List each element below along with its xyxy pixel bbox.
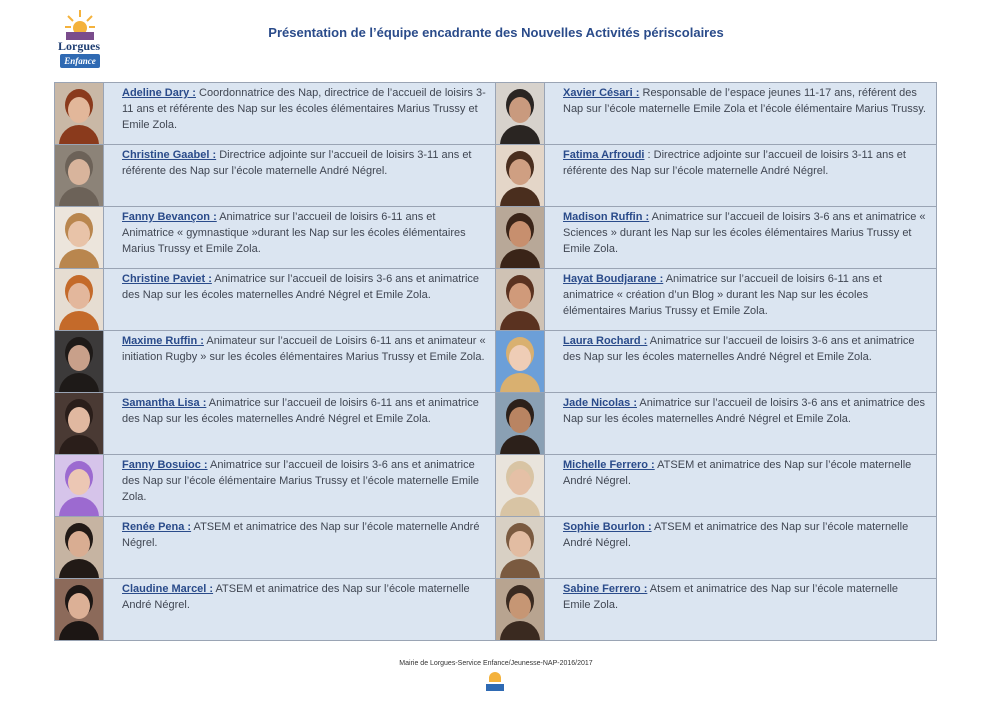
- member-description: [104, 579, 495, 613]
- member-photo: [496, 83, 544, 144]
- photo-shoulders: [59, 373, 99, 392]
- photo-shoulders: [59, 249, 99, 268]
- photo-shoulders: [500, 621, 540, 640]
- member-role: Atsem et animatrice des Nap sur l’école maternelle Emile Zola.: [563, 583, 899, 611]
- photo-face: [68, 407, 90, 433]
- member-photo-cell: [55, 455, 104, 517]
- member-photo: [496, 145, 544, 206]
- member-name: Samantha Lisa :: [122, 397, 207, 409]
- member-name: Laura Rochard :: [563, 335, 648, 347]
- member-role: Directrice adjointe sur l’accueil de loisirs 3-11 ans et référente des Nap sur l’école maternelle André Négrel.: [122, 149, 472, 177]
- member-description: [104, 517, 495, 551]
- member-description-cell: [104, 455, 496, 517]
- member-name: Xavier Césari :: [563, 87, 640, 99]
- member-photo: [55, 269, 103, 330]
- team-row: [55, 145, 937, 207]
- member-description-cell: [104, 331, 496, 393]
- photo-shoulders: [59, 125, 99, 144]
- member-role: Coordonnatrice des Nap, directrice de l’accueil de loisirs 3-11 ans et référente des Nap sur les écoles élémentaires Marius Trussy et Emile Zola.: [122, 87, 486, 131]
- photo-face: [509, 97, 531, 123]
- photo-face: [68, 345, 90, 371]
- team-table-body: [55, 83, 937, 641]
- member-description: [545, 455, 936, 489]
- member-photo: [55, 331, 103, 392]
- member-description: [104, 269, 495, 303]
- photo-face: [509, 469, 531, 495]
- photo-face: [509, 407, 531, 433]
- member-name: Sabine Ferrero :: [563, 583, 648, 595]
- member-description: [104, 455, 495, 505]
- member-photo: [55, 145, 103, 206]
- member-name: Renée Pena :: [122, 521, 192, 533]
- member-description-cell: [104, 269, 496, 331]
- member-photo-cell: [496, 145, 545, 207]
- member-name: Adeline Dary :: [122, 87, 196, 99]
- footer-logo-ribbon: [486, 684, 504, 691]
- member-photo-cell: [55, 517, 104, 579]
- team-row: [55, 207, 937, 269]
- member-photo-cell: [496, 207, 545, 269]
- member-description: [545, 83, 936, 117]
- member-photo-cell: [55, 83, 104, 145]
- member-photo-cell: [496, 517, 545, 579]
- member-photo: [55, 207, 103, 268]
- member-name: Claudine Marcel :: [122, 583, 214, 595]
- member-photo-cell: [55, 393, 104, 455]
- photo-shoulders: [500, 497, 540, 516]
- member-role: ATSEM et animatrice des Nap sur l’école maternelle André Négrel.: [563, 459, 912, 487]
- member-photo: [496, 517, 544, 578]
- member-role: Animatrice sur l’accueil de loisirs 6-11 ans et animatrice des Nap sur les écoles maternelles André Négrel et Emile Zola.: [122, 397, 479, 425]
- photo-face: [509, 283, 531, 309]
- member-photo: [496, 207, 544, 268]
- member-photo-cell: [55, 331, 104, 393]
- photo-face: [68, 159, 90, 185]
- member-description-cell: [545, 269, 937, 331]
- photo-face: [68, 469, 90, 495]
- photo-face: [68, 221, 90, 247]
- photo-face: [68, 531, 90, 557]
- photo-face: [509, 593, 531, 619]
- team-table: [54, 82, 937, 641]
- member-description: [545, 145, 936, 179]
- member-photo: [496, 579, 544, 640]
- photo-shoulders: [500, 187, 540, 206]
- member-name: Christine Gaabel :: [122, 149, 217, 161]
- member-role: ATSEM et animatrice des Nap sur l’école maternelle André Négrel.: [122, 521, 480, 549]
- member-description: [104, 393, 495, 427]
- member-photo-cell: [55, 145, 104, 207]
- photo-shoulders: [59, 187, 99, 206]
- member-role: Animatrice sur l’accueil de loisirs 3-6 ans et animatrice « Sciences » durant les Nap sur les écoles élémentaires Marius Trussy et Emile Zola.: [563, 211, 926, 255]
- footer-logo: [484, 672, 506, 696]
- member-description: [104, 331, 495, 365]
- photo-face: [68, 593, 90, 619]
- member-description: [545, 331, 936, 365]
- member-description: [104, 83, 495, 133]
- member-name: Christine Paviet :: [122, 273, 212, 285]
- member-description-cell: [545, 83, 937, 145]
- photo-face: [509, 159, 531, 185]
- member-role: Responsable de l’espace jeunes 11-17 ans, référent des Nap sur l’école maternelle Emile Zola et l’école élémentaire Marius Trussy.: [563, 87, 926, 115]
- member-description: [104, 145, 495, 179]
- member-photo: [55, 579, 103, 640]
- member-photo: [55, 83, 103, 144]
- team-row: [55, 579, 937, 641]
- member-description-cell: [104, 145, 496, 207]
- member-description-cell: [545, 331, 937, 393]
- photo-face: [509, 345, 531, 371]
- member-photo-cell: [496, 269, 545, 331]
- member-photo: [55, 393, 103, 454]
- member-photo: [496, 331, 544, 392]
- member-photo-cell: [496, 331, 545, 393]
- member-role: Animateur sur l’accueil de Loisirs 6-11 ans et animateur « initiation Rugby » sur les écoles élémentaires Marius Trussy et Emile Zola.: [122, 335, 486, 363]
- member-description-cell: [104, 83, 496, 145]
- team-row: [55, 455, 937, 517]
- photo-shoulders: [59, 621, 99, 640]
- photo-shoulders: [59, 497, 99, 516]
- member-role: Animatrice sur l’accueil de loisirs 3-6 ans et animatrice des Nap sur les écoles maternelles André Négrel et Emile Zola.: [122, 273, 480, 301]
- photo-shoulders: [500, 249, 540, 268]
- member-photo: [496, 269, 544, 330]
- member-description: [545, 517, 936, 551]
- member-description: [545, 269, 936, 319]
- photo-shoulders: [500, 559, 540, 578]
- member-name: Sophie Bourlon :: [563, 521, 652, 533]
- member-description-cell: [545, 455, 937, 517]
- member-photo-cell: [55, 269, 104, 331]
- member-role: Animatrice sur l’accueil de loisirs 3-6 ans et animatrice des Nap sur les écoles maternelles André Négrel et Emile Zola.: [563, 397, 925, 425]
- photo-face: [509, 221, 531, 247]
- member-description-cell: [545, 517, 937, 579]
- photo-shoulders: [500, 373, 540, 392]
- member-name: Fanny Bevançon :: [122, 211, 217, 223]
- member-role: Animatrice sur l’accueil de loisirs 3-6 ans et animatrice des Nap sur les écoles maternelles André Négrel et Emile Zola.: [563, 335, 915, 363]
- member-name: Michelle Ferrero :: [563, 459, 655, 471]
- photo-shoulders: [500, 311, 540, 330]
- member-description-cell: [545, 579, 937, 641]
- photo-shoulders: [500, 125, 540, 144]
- member-photo-cell: [496, 455, 545, 517]
- member-name: Fatima Arfroudi: [563, 149, 645, 161]
- member-photo-cell: [496, 579, 545, 641]
- photo-shoulders: [500, 435, 540, 454]
- member-description-cell: [545, 393, 937, 455]
- photo-shoulders: [59, 311, 99, 330]
- member-name: Fanny Bosuioc :: [122, 459, 208, 471]
- footer-text: Mairie de Lorgues-Service Enfance/Jeunesse-NAP-2016/2017: [399, 660, 593, 667]
- team-row: [55, 269, 937, 331]
- team-row: [55, 393, 937, 455]
- photo-face: [68, 283, 90, 309]
- team-row: [55, 331, 937, 393]
- member-role: ATSEM et animatrice des Nap sur l’école maternelle André Négrel.: [122, 583, 470, 611]
- member-role: Animatrice sur l’accueil de loisirs 6-11 ans et animatrice « création d’un Blog » durant les Nap sur les écoles élémentaires Marius Trussy et Emile Zola.: [563, 273, 882, 317]
- member-name: Maxime Ruffin :: [122, 335, 204, 347]
- member-photo: [496, 393, 544, 454]
- member-description: [545, 207, 936, 257]
- member-name: Jade Nicolas :: [563, 397, 637, 409]
- member-role: : Directrice adjointe sur l’accueil de loisirs 3-11 ans et référente des Nap sur l’école maternelle André Négrel.: [563, 149, 906, 177]
- member-role: Animatrice sur l’accueil de loisirs 3-6 ans et animatrice des Nap sur l’école élémentaire Marius Trussy et l’école maternelle Emile Zola.: [122, 459, 480, 503]
- logo-ribbon: Enfance: [60, 54, 100, 68]
- member-photo: [55, 455, 103, 516]
- photo-face: [509, 531, 531, 557]
- member-description-cell: [545, 145, 937, 207]
- member-photo-cell: [496, 83, 545, 145]
- member-photo: [496, 455, 544, 516]
- member-description-cell: [104, 517, 496, 579]
- member-photo-cell: [55, 207, 104, 269]
- photo-shoulders: [59, 435, 99, 454]
- member-role: ATSEM et animatrice des Nap sur l’école maternelle André Négrel.: [563, 521, 909, 549]
- member-description-cell: [104, 393, 496, 455]
- member-name: Hayat Boudjarane :: [563, 273, 664, 285]
- member-description-cell: [104, 579, 496, 641]
- logo-name: Lorgues: [58, 39, 100, 53]
- photo-shoulders: [59, 559, 99, 578]
- team-row: [55, 83, 937, 145]
- page-title: Présentation de l’équipe encadrante des Nouvelles Activités périscolaires: [268, 25, 724, 40]
- member-role: Animatrice sur l’accueil de loisirs 6-11 ans et Animatrice « gymnastique »durant les Nap sur les écoles élémentaires Marius Trussy et Emile Zola.: [122, 211, 466, 255]
- member-description-cell: [545, 207, 937, 269]
- member-description: [104, 207, 495, 257]
- photo-face: [68, 97, 90, 123]
- member-description: [545, 579, 936, 613]
- member-description: [545, 393, 936, 427]
- footer-logo-sun: [489, 672, 501, 682]
- member-photo-cell: [55, 579, 104, 641]
- member-description-cell: [104, 207, 496, 269]
- member-photo: [55, 517, 103, 578]
- member-name: Madison Ruffin :: [563, 211, 650, 223]
- member-photo-cell: [496, 393, 545, 455]
- team-row: [55, 517, 937, 579]
